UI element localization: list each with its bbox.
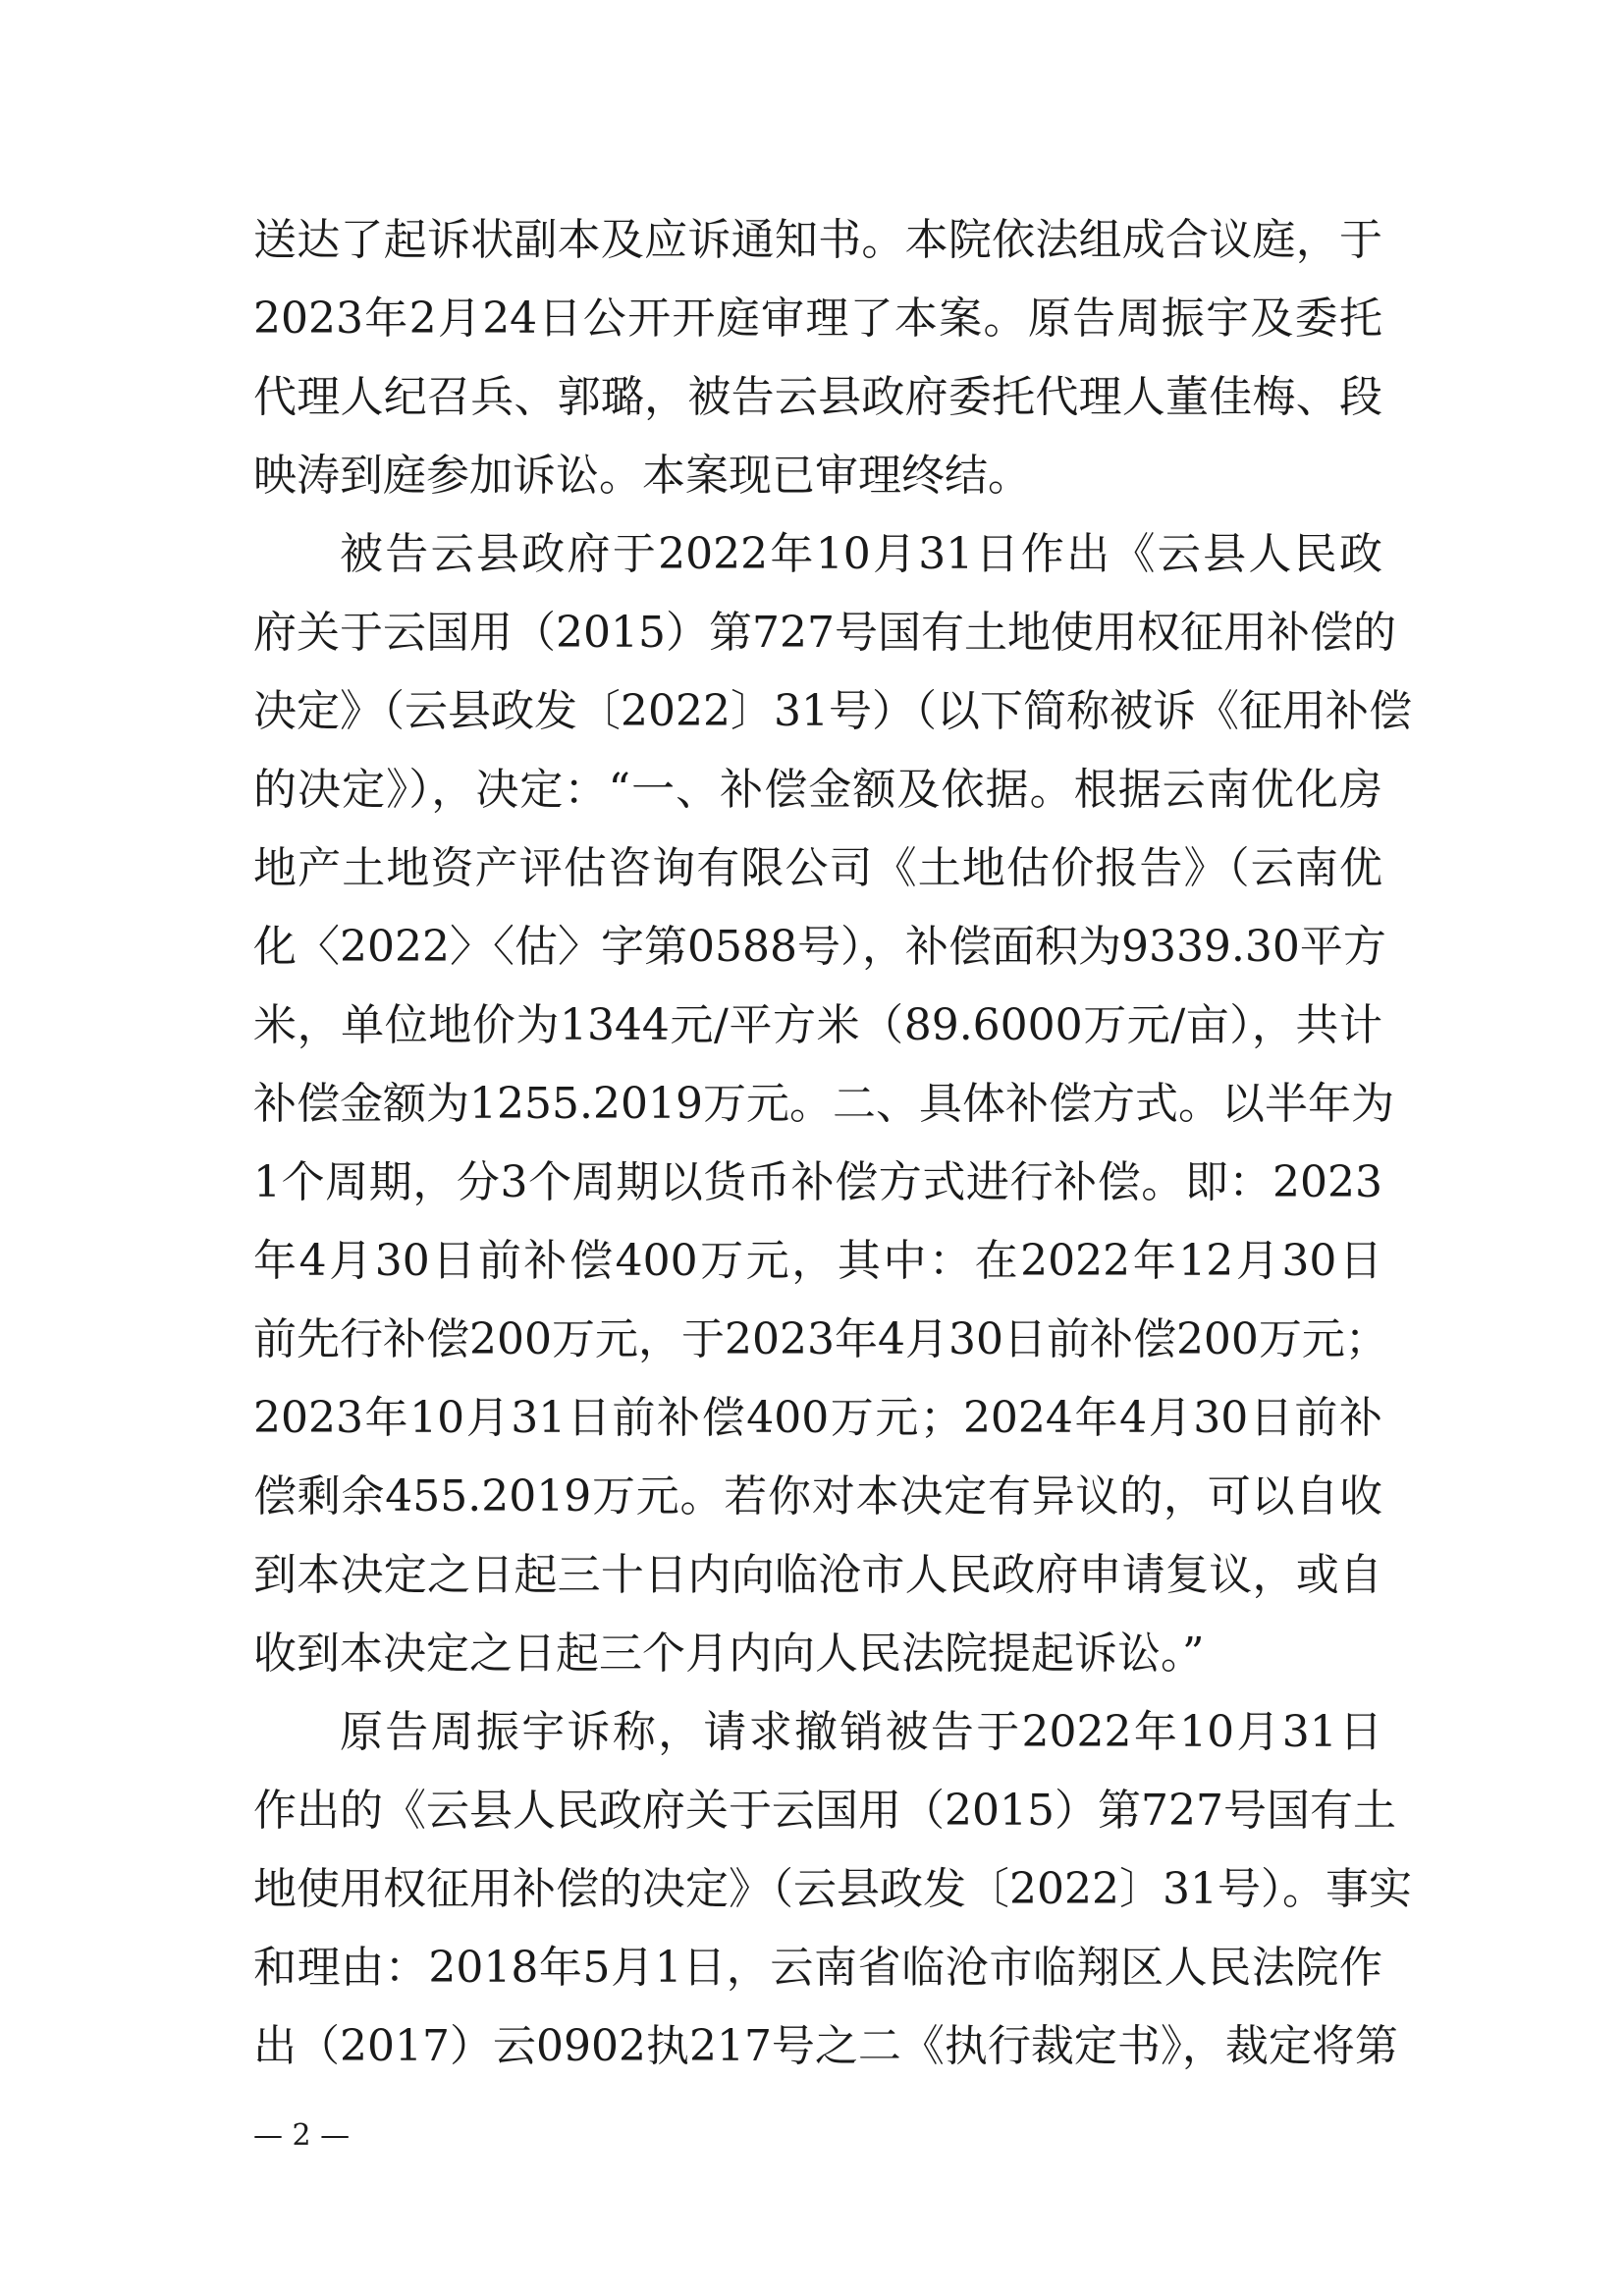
text-line: 地使用权征用补偿的决定》（云县政发〔2022〕31号）。事实 bbox=[253, 1864, 1412, 1914]
text-line: 府关于云国用（2015）第727号国有土地使用权征用补偿的 bbox=[253, 608, 1396, 658]
text-line: 偿剩余455.2019万元。若你对本决定有异议的，可以自收 bbox=[253, 1471, 1382, 1522]
text-line: 和理由：2018年5月1日，云南省临沧市临翔区人民法院作 bbox=[253, 1943, 1382, 1993]
text-line: 化〈2022〉〈估〉字第0588号），补偿面积为9339.30平方 bbox=[253, 922, 1386, 972]
text-line: 前先行补偿200万元，于2023年4月30日前补偿200万元； bbox=[253, 1314, 1388, 1364]
text-line: 代理人纪召兵、郭璐，被告云县政府委托代理人董佳梅、段 bbox=[253, 372, 1382, 422]
text-line: 映涛到庭参加诉讼。本案现已审理终结。 bbox=[253, 451, 1031, 501]
text-line: 1个周期，分3个周期以货币补偿方式进行补偿。即：2023 bbox=[253, 1157, 1382, 1207]
text-line: 原告周振宇诉称，请求撤销被告于2022年10月31日 bbox=[340, 1707, 1382, 1757]
text-line: 到本决定之日起三十日内向临沧市人民政府申请复议，或自 bbox=[253, 1550, 1382, 1600]
text-line: 的决定》），决定：“一、补偿金额及依据。根据云南优化房 bbox=[253, 765, 1382, 815]
text-line: 作出的《云县人民政府关于云国用（2015）第727号国有土 bbox=[253, 1786, 1396, 1836]
text-line: 补偿金额为1255.2019万元。二、具体补偿方式。以半年为 bbox=[253, 1079, 1394, 1129]
text-line: 决定》（云县政发〔2022〕31号）（以下简称被诉《征用补偿 bbox=[253, 686, 1412, 736]
text-line: 出（2017）云0902执217号之二《执行裁定书》，裁定将第 bbox=[253, 2021, 1398, 2071]
text-line: 收到本决定之日起三个月内向人民法院提起诉讼。” bbox=[253, 1629, 1205, 1679]
page-number: — 2 — bbox=[253, 2118, 351, 2153]
text-line: 2023年10月31日前补偿400万元；2024年4月30日前补 bbox=[253, 1393, 1382, 1443]
text-line: 2023年2月24日公开开庭审理了本案。原告周振宇及委托 bbox=[253, 294, 1382, 344]
body-text bbox=[253, 201, 1412, 2086]
text-line: 米，单位地价为1344元/平方米（89.6000万元/亩），共计 bbox=[253, 1000, 1382, 1050]
text-line: 年4月30日前补偿400万元，其中：在2022年12月30日 bbox=[253, 1236, 1382, 1286]
text-line: 地产土地资产评估咨询有限公司《土地估价报告》（云南优 bbox=[253, 843, 1382, 893]
text-line: 被告云县政府于2022年10月31日作出《云县人民政 bbox=[340, 529, 1382, 579]
text-line: 送达了起诉状副本及应诉通知书。本院依法组成合议庭，于 bbox=[253, 215, 1382, 265]
